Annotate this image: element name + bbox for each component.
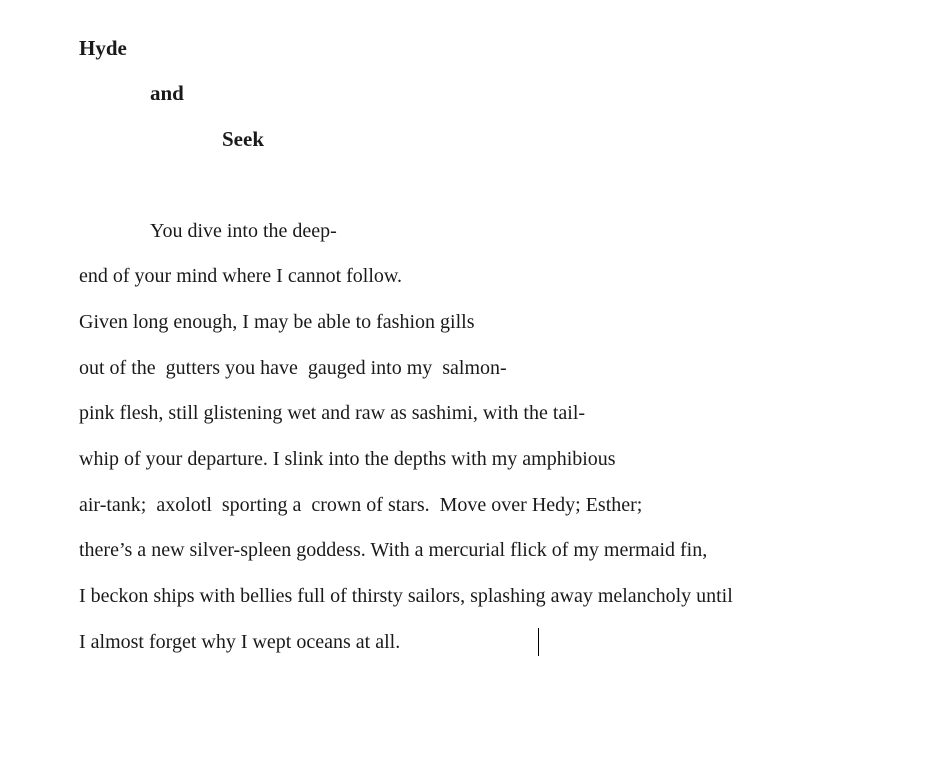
poem-line: end of your mind where I cannot follow.: [79, 265, 403, 287]
poem-title-line-2: and: [150, 81, 184, 105]
poem-line: I almost forget why I wept oceans at all.: [79, 631, 401, 653]
text-cursor: [538, 628, 539, 656]
poem-line: Given long enough, I may be able to fashion gills: [79, 311, 475, 333]
poem-line: out of the gutters you have gauged into my salmon-: [79, 357, 507, 379]
poem-line: whip of your departure. I slink into the depths with my amphibious: [79, 448, 616, 470]
poem-title-line-3: Seek: [222, 127, 264, 151]
poem-line: there’s a new silver-spleen goddess. With a mercurial flick of my mermaid fin,: [79, 539, 708, 561]
poem-line: You dive into the deep-: [150, 220, 337, 242]
poem-line: I beckon ships with bellies full of thirsty sailors, splashing away melancholy until: [79, 585, 733, 607]
poem-title-line-1: Hyde: [79, 36, 127, 60]
poem-line: pink flesh, still glistening wet and raw as sashimi, with the tail-: [79, 402, 586, 424]
poem-line: air-tank; axolotl sporting a crown of stars. Move over Hedy; Esther;: [79, 494, 643, 516]
